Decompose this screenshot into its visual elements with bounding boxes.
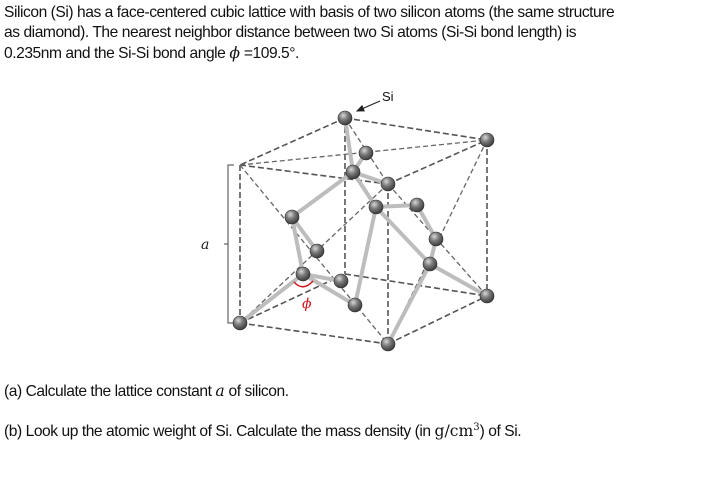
intro-line-2: as diamond). The nearest neighbor distance between two Si atoms (Si-Si bond length) is — [4, 24, 577, 41]
si-atom — [381, 337, 395, 351]
question-a-suffix: of silicon. — [228, 383, 289, 400]
intro-line-3-prefix: 0.235nm and the Si-Si bond angle — [4, 45, 226, 62]
si-atom — [480, 133, 494, 147]
bond — [292, 172, 353, 217]
cube-edge — [388, 140, 487, 184]
bond — [430, 264, 487, 296]
cube-edge — [345, 118, 487, 140]
lattice-constant-label: a — [201, 237, 210, 253]
si-atom — [480, 289, 494, 303]
si-atom — [369, 200, 383, 214]
si-atom — [310, 244, 324, 258]
bond — [355, 207, 376, 305]
diamond-lattice-figure — [190, 84, 520, 362]
intro-line-1: Silicon (Si) has a face-centered cubic lattice with basis of two silicon atoms (the same structure — [4, 4, 615, 21]
question-a — [4, 381, 289, 402]
question-a-variable: a — [215, 382, 225, 400]
si-atom — [334, 274, 348, 288]
si-atom — [429, 232, 443, 246]
cube-edge — [240, 118, 345, 165]
bond-angle-label: ϕ — [302, 296, 312, 312]
si-atom — [381, 177, 395, 191]
si-atom — [296, 267, 310, 281]
question-b — [4, 421, 521, 442]
si-atom — [348, 298, 362, 312]
bond — [388, 264, 430, 344]
si-atom — [233, 316, 247, 330]
problem-statement — [4, 3, 702, 64]
si-atom — [423, 257, 437, 271]
diamond-lattice-diagram — [190, 84, 520, 362]
si-atom — [346, 165, 360, 179]
si-atom — [410, 198, 424, 212]
bond-angle-arc — [294, 281, 313, 287]
question-b-unit-base: g/cm — [434, 422, 474, 440]
question-a-prefix: (a) Calculate the lattice constant — [4, 383, 212, 400]
question-b-unit — [435, 422, 480, 440]
si-pointer-arrow — [357, 101, 380, 111]
si-atom — [359, 146, 373, 160]
intro-line-3 — [4, 43, 702, 64]
bond — [345, 118, 353, 172]
question-b-unit-exponent: 3 — [473, 421, 480, 433]
question-b-suffix: ) of Si. — [479, 423, 522, 440]
intro-line-3-suffix: =109.5°. — [243, 45, 299, 62]
lattice-constant-bracket — [228, 165, 234, 323]
si-atom — [338, 111, 352, 125]
si-atom — [285, 210, 299, 224]
si-label: Si — [382, 89, 394, 104]
phi-symbol: ϕ — [229, 44, 240, 62]
cube-edge — [240, 323, 388, 344]
question-b-prefix: (b) Look up the atomic weight of Si. Calculate the mass density (in — [4, 423, 431, 440]
